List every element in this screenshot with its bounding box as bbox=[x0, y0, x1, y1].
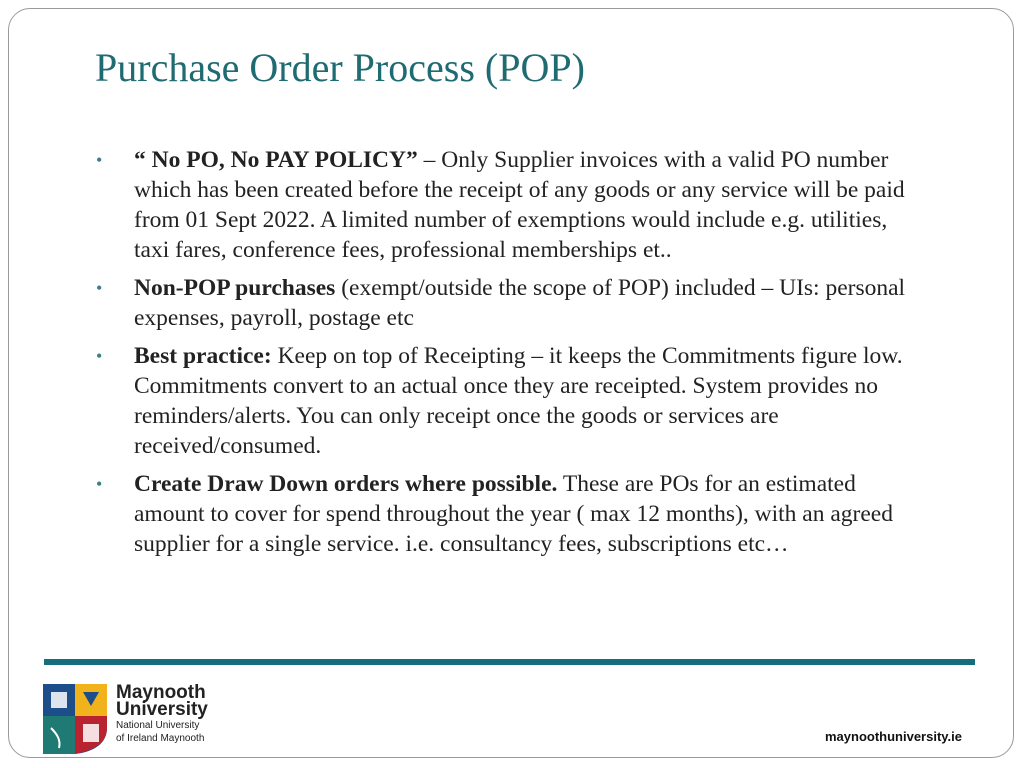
bullet-non-pop bbox=[96, 273, 926, 333]
bullet-text: Keep on top of Receipting – it keeps the Commitments figure low. Commitments convert to an actual once they are receipted. System provides no reminders/alerts. You can only receipt once the goods or services are received/consumed. bbox=[134, 343, 903, 459]
bullet-marker: • bbox=[96, 150, 103, 170]
bullet-text: – Only Supplier invoices with a valid PO number which has been created before the receipt of any goods or any service will be paid from 01 Sept 2022. A limited number of exemptions would include e.g. utilities, taxi fares, conference fees, professional memberships et.. bbox=[134, 147, 905, 263]
bullet-text: These are POs for an estimated amount to cover for spend throughout the year ( max 12 months), with an agreed supplier for a single service. i.e. consultancy fees, subscriptions etc… bbox=[134, 471, 893, 557]
bullet-lead: Best practice: bbox=[134, 343, 272, 369]
bullet-marker: • bbox=[96, 474, 103, 494]
bullet-lead: Non-POP purchases bbox=[134, 275, 336, 301]
slide-title: Purchase Order Process (POP) bbox=[95, 45, 585, 90]
footer-divider bbox=[44, 659, 975, 665]
brand-line-1: Maynooth bbox=[116, 682, 206, 703]
brand-sub-2: of Ireland Maynooth bbox=[116, 733, 205, 744]
bullet-text: (exempt/outside the scope of POP) included – UIs: personal expenses, payroll, postage etc bbox=[134, 275, 906, 331]
bullet-list bbox=[96, 145, 926, 567]
bullet-marker: • bbox=[96, 346, 103, 366]
bullet-best-practice bbox=[96, 341, 926, 461]
brand-line-2: University bbox=[116, 699, 208, 720]
bullet-lead: Create Draw Down orders where possible. bbox=[134, 471, 558, 497]
website-link[interactable]: maynoothuniversity.ie bbox=[824, 729, 962, 744]
university-wordmark bbox=[116, 684, 208, 744]
bullet-draw-down bbox=[96, 469, 926, 559]
bullet-no-po-no-pay bbox=[96, 145, 926, 265]
bullet-lead: “ No PO, No PAY POLICY” bbox=[134, 147, 418, 173]
brand-sub-1: National University bbox=[116, 720, 200, 731]
bullet-marker: • bbox=[96, 278, 103, 298]
university-crest-icon bbox=[43, 684, 107, 754]
